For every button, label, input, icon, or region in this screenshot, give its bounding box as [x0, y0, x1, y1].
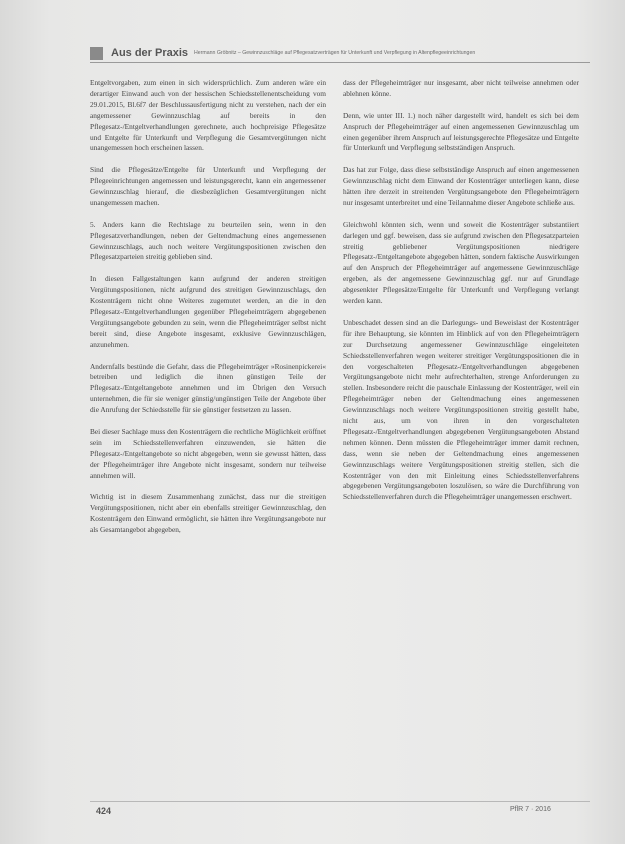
section-title: Aus der Praxis [111, 47, 189, 59]
paragraph: Denn, wie unter III. 1.) noch näher dargestellt wird, handelt es sich bei dem Anspruch der Pflegeheimträger auf einen angemessenen Gewinnzuschlag um einen gegenüber ihrem Anspruch auf leistungsgerechte Pflegesätze und Entgelte für Unterkunft und Verpflegung selbstständigen Anspruch. [343, 110, 579, 153]
journal-reference: PflR 7 · 2016 [510, 806, 551, 813]
section-marker-icon [90, 47, 103, 60]
left-column [90, 78, 326, 547]
right-column [343, 78, 579, 514]
paragraph: 5. Anders kann die Rechtslage zu beurteilen sein, wenn in den Pflegesatzverhandlungen, neben der Geltendmachung eines angemessenen Gewinnzuschlags, auch noch weitere Vergütungspositionen zwischen den Pflegesatzparteien streitig geblieben sind. [90, 219, 326, 262]
paragraph: In diesen Fallgestaltungen kann aufgrund der anderen streitigen Vergütungspositionen, nicht aufgrund des streitigen Gewinnzuschlags, den Kostenträgern nicht ohne Weiteres zugemutet werden, an die in den Pflegesatz-/Entgeltverhandlungen gegenüber Pflegeheimträgern abgegebenen Vergütungsangebote gebunden zu sein, wenn die Pflegeheimträger selbst nicht bereit sind, diese Angebote insgesamt, exklusive Gewinnzuschlägen, anzunehmen. [90, 274, 326, 349]
page-number: 424 [96, 806, 112, 816]
paragraph: Unbeschadet dessen sind an die Darlegungs- und Beweislast der Kostenträger für ihre Behauptung, sie könnten im Hinblick auf von den Pflegeheimträgern zur Durchsetzung angemessener Gewinnzuschläge eingeleiteten Schiedsstellenverfahren wegen weiterer streitiger Vergütungspositionen die in den vorgeschalteten Pflegesatz-/Entgeltverhandlungen abgegebenen Vergütungsangebote nicht mehr aufrechterhalten, strenge Anforderungen zu stellen. Insbesondere reicht die pauschale Einlassung der Kostenträger, weil ein Pflegeheimträger neben der Geltendmachung eines angemessenen Gewinnzuschlags noch weitere Vergütungspositionen streitig gestellt habe, nicht aus, um von ihren in den vorgeschalteten Pflegesatz-/Entgeltverhandlungen abgegebenen Vergütungsangeboten Abstand nehmen können. Denn müssten die Pflegeheimträger immer damit rechnen, dass, wenn sie neben der Geltendmachung eines angemessenen Gewinnzuschlags weitere Vergütungspositionen streitig stellen, sich die Kostenträger von den mit Einleitung eines Schiedsstellenverfahrens abgegebenen Vergütungsangeboten loszulösen, so wäre die Durchführung von Schiedsstellenverfahren durch die Pflegeheimträger unangemessen erschwert. [343, 317, 579, 502]
paragraph: dass der Pflegeheimträger nur insgesamt, aber nicht teilweise annehmen oder ablehnen könne. [343, 78, 579, 98]
running-title: Hermann Gröbnitz – Gewinnzuschläge auf Pflegesatzverträgen für Unterkunft und Verpflegung in Altenpflegeeinrichtungen [194, 50, 476, 56]
paragraph: Das hat zur Folge, dass diese selbstständige Anspruch auf einen angemessenen Gewinnzuschlag nicht dem Einwand der Kostenträger unterliegen kann, diese hätten ihre derzeit in streitenden Vergütungsangebote den Pflegeheimträgern nur insgesamt unterbreitet und eine Teilannahme dieser Angebote schließe aus. [343, 165, 579, 207]
paragraph: Sind die Pflegesätze/Entgelte für Unterkunft und Verpflegung der Pflegeeinrichtungen angemessen und leistungsgerecht, kann ein angemessener Gewinnzuschlag hierauf, die diesbezüglichen Gesamtvergütungen nicht unangemessen machen. [90, 165, 326, 207]
paragraph: Bei dieser Sachlage muss den Kostenträgern die rechtliche Möglichkeit eröffnet sein im Schiedsstellenverfahren einzuwenden, sie hätten die Pflegesatz-/Entgeltangebote so nicht abgegeben, wenn sie gewusst hätten, dass der Pflegeheimträger ihre Angebote nicht insgesamt, sondern nur teilweise annehmen will. [90, 426, 326, 480]
footer-divider [90, 801, 590, 802]
paragraph: Entgeltvorgaben, zum einen in sich widersprüchlich. Zum anderen wäre ein derartiger Einwand auch von der hessischen Schiedsstellenentscheidung vom 29.01.2015, Bl.6f7 der Beschlussausfertigung nicht zu verstehen, nach der ein angemessener Gewinnzuschlag auf bereits in den Pflegesatz-/Entgeltverhandlungen gerechnete, auch hochpreisige Pflegesätze und Entgelte für Unterkunft und Verpflegung die Gesamtvergütungen nicht unangemessen hoch erscheinen lassen. [90, 78, 326, 153]
paragraph: Andernfalls bestünde die Gefahr, dass die Pflegeheimträger »Rosinenpickerei« betreiben und lediglich die ihnen günstigen Teile der Pflegesatz-/Entgeltangebote annehmen und im Übrigen den Versuch unternehmen, die für sie weniger günstig/ungünstigen Teile der Angebote über die Anrufung der Schiedsstelle für sie günstiger festsetzen zu lassen. [90, 361, 326, 415]
running-header [90, 44, 590, 63]
paragraph: Gleichwohl könnten sich, wenn und soweit die Kostenträger substantiiert darlegen und ggf. beweisen, dass sie aufgrund zwischen den Pflegesatzparteien streitig gebliebener Vergütungspositionen niedrigere Pflegesatz-/Entgeltangebote abgegeben hätten, sondern faktische Auswirkungen auf den Anspruch der Pflegeheimträger auf angemessene Gewinnzuschläge ergeben, als der angemessene Gewinnzuschlag ggf. nur auf Grundlage abgesenkter Pflegesätze/Entgelte für Unterkunft und Verpflegung verlangt werden kann. [343, 219, 579, 306]
paragraph: Wichtig ist in diesem Zusammenhang zunächst, dass nur die streitigen Vergütungspositionen, nicht aber ein ebenfalls streitiger Gewinnzuschlag, den Kostenträgern den Einwand ermöglicht, sie hätten ihre Vergütungsangebote nur als Gesamtangebot abgegeben, [90, 492, 326, 535]
